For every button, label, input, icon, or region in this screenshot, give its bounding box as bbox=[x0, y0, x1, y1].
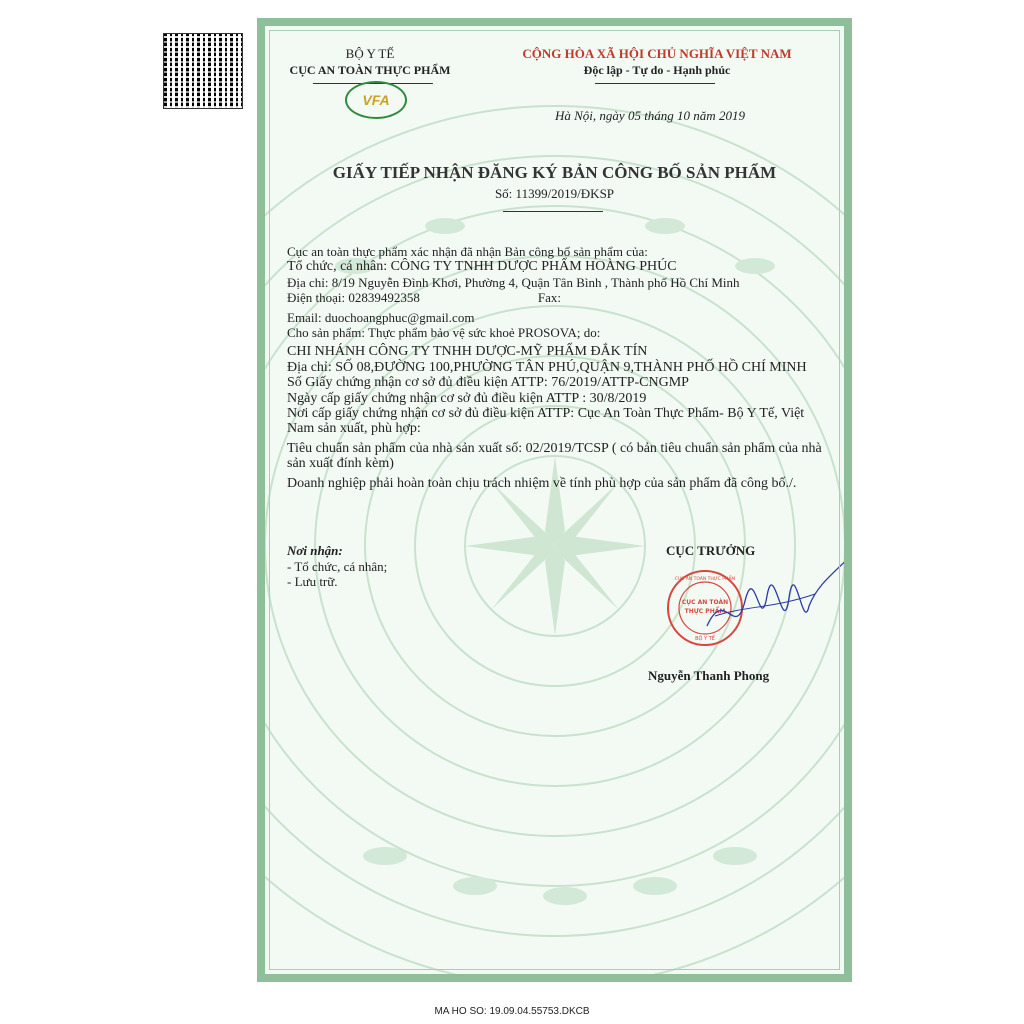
signer-name: Nguyễn Thanh Phong bbox=[648, 668, 770, 683]
svg-text:CỤC AN TOÀN: CỤC AN TOÀN bbox=[681, 599, 729, 606]
qr-code bbox=[164, 34, 242, 108]
manufacturer-address: Địa chỉ: SỐ 08,ĐƯỜNG 100,PHƯỜNG TÂN PHÚ,QUẬN 9,THÀNH PHỐ HỒ CHÍ MINH bbox=[287, 359, 807, 375]
svg-text:THỰC PHẨM: THỰC PHẨM bbox=[684, 608, 726, 615]
agency-name: CỤC AN TOÀN THỰC PHẨM bbox=[289, 63, 451, 77]
confirmation-line: Cục an toàn thực phẩm xác nhận đã nhận Bản công bố sản phẩm của: bbox=[287, 244, 648, 259]
product-standard: Tiêu chuẩn sản phẩm của nhà sản xuất số: 02/2019/TCSP ( có bản tiêu chuẩn sản phẩm của nhà sản xuất đính kèm) bbox=[287, 440, 822, 472]
product-line: Cho sản phẩm: Thực phẩm bảo vệ sức khoẻ PROSOVA; do: bbox=[287, 325, 601, 341]
certificate-date: Ngày cấp giấy chứng nhận cơ sở đủ điều kiện ATTP : 30/8/2019 bbox=[287, 390, 647, 406]
email-line: Email: duochoangphuc@gmail.com bbox=[287, 309, 475, 325]
national-motto: Độc lập - Tự do - Hạnh phúc bbox=[583, 63, 731, 77]
vfa-logo: VFA bbox=[345, 81, 407, 119]
recipients-label: Nơi nhận: bbox=[287, 543, 343, 558]
recipient-item: - Lưu trữ. bbox=[287, 574, 338, 589]
document-title: GIẤY TIẾP NHẬN ĐĂNG KÝ BẢN CÔNG BỐ SẢN PHẨM bbox=[332, 163, 777, 182]
manufacturer-name: CHI NHÁNH CÔNG TY TNHH DƯỢC-MỸ PHẨM ĐẮK TÍN bbox=[287, 344, 648, 360]
organization-line: Tổ chức, cá nhân: CÔNG TY TNHH DƯỢC PHẨM HOÀNG PHÚC bbox=[287, 259, 677, 275]
recipients bbox=[287, 543, 387, 590]
document-body bbox=[287, 244, 827, 491]
certificate bbox=[257, 18, 852, 982]
svg-text:BỘ Y TẾ: BỘ Y TẾ bbox=[695, 636, 715, 642]
organization-address: Địa chỉ: 8/19 Nguyễn Đình Khơi, Phường 4, Quận Tân Bình , Thành phố Hồ Chí Minh bbox=[287, 274, 740, 290]
signer-title: CỤC TRƯỞNG bbox=[666, 543, 756, 558]
motto-underline bbox=[595, 83, 715, 84]
certificate-number: Số Giấy chứng nhận cơ sở đủ điều kiện ATTP: 76/2019/ATTP-CNGMP bbox=[287, 375, 689, 391]
handwritten-signature bbox=[705, 546, 852, 656]
title-rule bbox=[503, 211, 603, 212]
agency-header bbox=[265, 46, 475, 78]
issue-date: Hà Nội, ngày 05 tháng 10 năm 2019 bbox=[555, 108, 745, 123]
national-header bbox=[497, 46, 817, 78]
country-name: CỘNG HÒA XÃ HỘI CHỦ NGHĨA VIỆT NAM bbox=[522, 46, 792, 61]
fax-label: Fax: bbox=[537, 290, 562, 306]
contact-line bbox=[287, 290, 827, 305]
ministry-name: BỘ Y TẾ bbox=[345, 46, 395, 61]
svg-text:CỤC AN TOÀN THỰC PHẨM: CỤC AN TOÀN THỰC PHẨM bbox=[674, 577, 736, 582]
recipient-item: - Tổ chức, cá nhân; bbox=[287, 558, 388, 574]
record-code: MA HO SO: 19.09.04.55753.DKCB bbox=[434, 1006, 590, 1017]
document-number: Số: 11399/2019/ĐKSP bbox=[494, 186, 615, 201]
phone-number: Điện thoại: 02839492358 bbox=[287, 290, 420, 306]
certificate-issuer: Nơi cấp giấy chứng nhận cơ sở đủ điều kiện ATTP: Cục An Toàn Thực Phẩm- Bộ Y Tế, Việt Nam sản xuất, phù hợp: bbox=[287, 406, 805, 437]
responsibility-statement: Doanh nghiệp phải hoàn toàn chịu trách nhiệm về tính phù hợp của sản phẩm đã công bố./. bbox=[287, 475, 797, 491]
